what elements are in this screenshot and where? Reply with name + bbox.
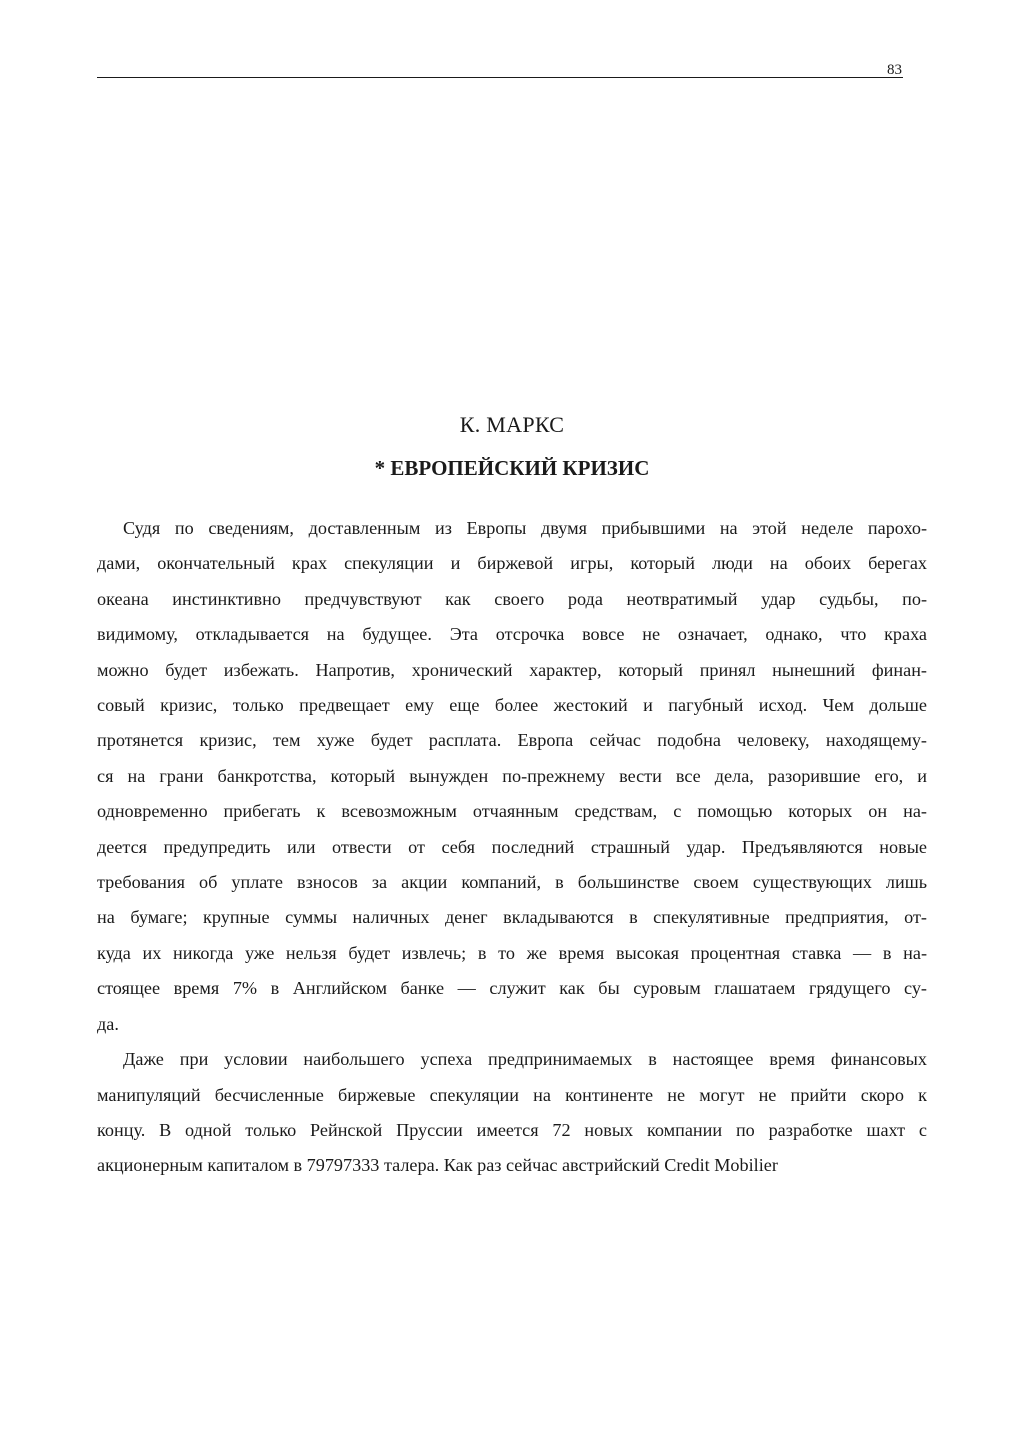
paragraph-2 <box>97 1042 927 1184</box>
page-number: 83 <box>887 62 902 78</box>
article-title: * ЕВРОПЕЙСКИЙ КРИЗИС <box>374 456 650 480</box>
text-line: можно будет избежать. Напротив, хронический характер, который принял нынешний финан- <box>97 659 927 680</box>
text-line: деется предупредить или отвести от себя последний страшный удар. Предъявляются новые <box>97 836 927 857</box>
text-line: ся на грани банкротства, который вынужден по-прежнему вести все дела, разорившие его, и <box>97 765 927 786</box>
text-line: куда их никогда уже нельзя будет извлечь; в то же время высокая процентная ставка — в на- <box>97 942 927 963</box>
article-author: К. МАРКС <box>459 412 565 437</box>
text-line: стоящее время 7% в Английском банке — служит как бы суровым глашатаем грядущего су- <box>97 978 927 999</box>
text-line: океана инстинктивно предчувствуют как своего рода неотвратимый удар судьбы, по- <box>97 588 927 609</box>
article-body <box>97 511 927 1184</box>
text-line: Судя по сведениям, доставленным из Европы двумя прибывшими на этой неделе парохо- <box>123 518 927 538</box>
text-line: протянется кризис, тем хуже будет расплата. Европа сейчас подобна человеку, находящему- <box>97 730 927 751</box>
header-rule <box>97 77 903 78</box>
text-line: одновременно прибегать к всевозможным отчаянным средствам, с помощью которых он на- <box>97 801 927 822</box>
text-line: акционерным капиталом в 79797333 талера. Как раз сейчас австрийский Credit Mobilier <box>97 1155 778 1176</box>
text-line: требования об уплате взносов за акции компаний, в большинстве своем существующих лишь <box>97 872 927 893</box>
text-line: видимому, откладывается на будущее. Эта отсрочка вовсе не означает, однако, что краха <box>97 624 927 645</box>
paragraph-1 <box>97 511 927 1042</box>
text-line: Даже при условии наибольшего успеха предпринимаемых в настоящее время финансовых <box>123 1049 927 1070</box>
text-line: концу. В одной только Рейнской Пруссии имеется 72 новых компании по разработке шахт с <box>97 1119 927 1140</box>
text-line: манипуляций бесчисленные биржевые спекуляции на континенте не могут не прийти скоро к <box>97 1084 927 1105</box>
text-line: совый кризис, только предвещает ему еще более жестокий и пагубный исход. Чем дольше <box>97 695 927 716</box>
text-line: да. <box>97 1013 119 1034</box>
text-line: на бумаге; крупные суммы наличных денег вкладываются в спекулятивные предприятия, от- <box>97 907 927 928</box>
text-line: дами, окончательный крах спекуляции и биржевой игры, который люди на обоих берегах <box>97 553 927 574</box>
